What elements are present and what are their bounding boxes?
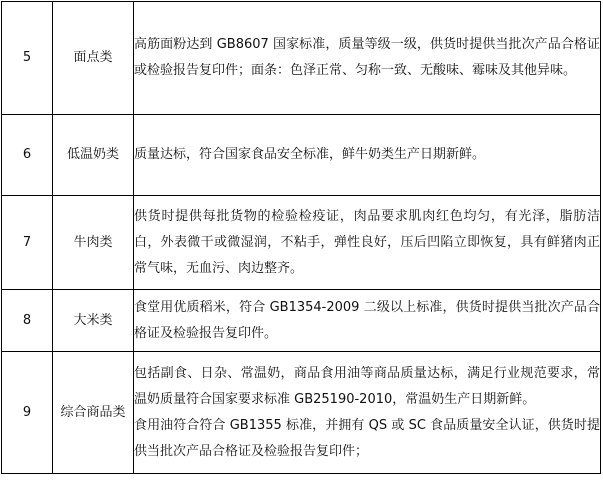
description-paragraph: 供货时提供每批货物的检验检疫证，肉品要求肌肉红色均匀，有光泽，脂肪洁白，外表微干或微湿润，不粘手，弹性良好，压后凹陷立即恢复，具有鲜猪肉正常气味，无血污、肉边整齐。 xyxy=(134,208,600,276)
row-number: 9 xyxy=(2,352,53,474)
row-category: 大米类 xyxy=(53,290,134,352)
table-row xyxy=(2,352,601,474)
table-row xyxy=(2,115,601,196)
table-row xyxy=(2,196,601,290)
table-row xyxy=(2,2,601,115)
row-category: 综合商品类 xyxy=(53,352,134,474)
row-category: 牛肉类 xyxy=(53,196,134,290)
description-paragraph: 质量达标，符合国家食品安全标准，鲜牛奶类生产日期新鲜。 xyxy=(134,147,486,162)
row-category: 低温奶类 xyxy=(53,115,134,196)
row-number: 5 xyxy=(2,2,53,115)
row-description xyxy=(134,290,601,352)
row-number: 8 xyxy=(2,290,53,352)
table-row xyxy=(2,290,601,352)
row-description xyxy=(134,115,601,196)
product-requirements-table xyxy=(1,1,601,474)
row-number: 7 xyxy=(2,196,53,290)
row-category: 面点类 xyxy=(53,2,134,115)
row-description xyxy=(134,352,601,474)
row-description xyxy=(134,2,601,115)
row-description xyxy=(134,196,601,290)
description-paragraph: 包括副食、日杂、常温奶，商品食用油等商品质量达标，满足行业规范要求，常温奶质量符合国家要求标准 GB25190-2010，常温奶生产日期新鲜。 xyxy=(134,365,600,407)
row-number: 6 xyxy=(2,115,53,196)
description-paragraph: 食用油符合符合 GB1355 标准，并拥有 QS 或 SC 食品质量安全认证，供货时提供当批次产品合格证及检验报告复印件； xyxy=(134,417,600,459)
description-paragraph: 食堂用优质稻米，符合 GB1354-2009 二级以上标准，供货时提供当批次产品合格证及检验报告复印件。 xyxy=(134,299,600,341)
description-paragraph: 高筋面粉达到 GB8607 国家标准，质量等级一级，供货时提供当批次产品合格证或检验报告复印件；面条：色泽正常、匀称一致、无酸味、霉味及其他异味。 xyxy=(134,37,600,78)
